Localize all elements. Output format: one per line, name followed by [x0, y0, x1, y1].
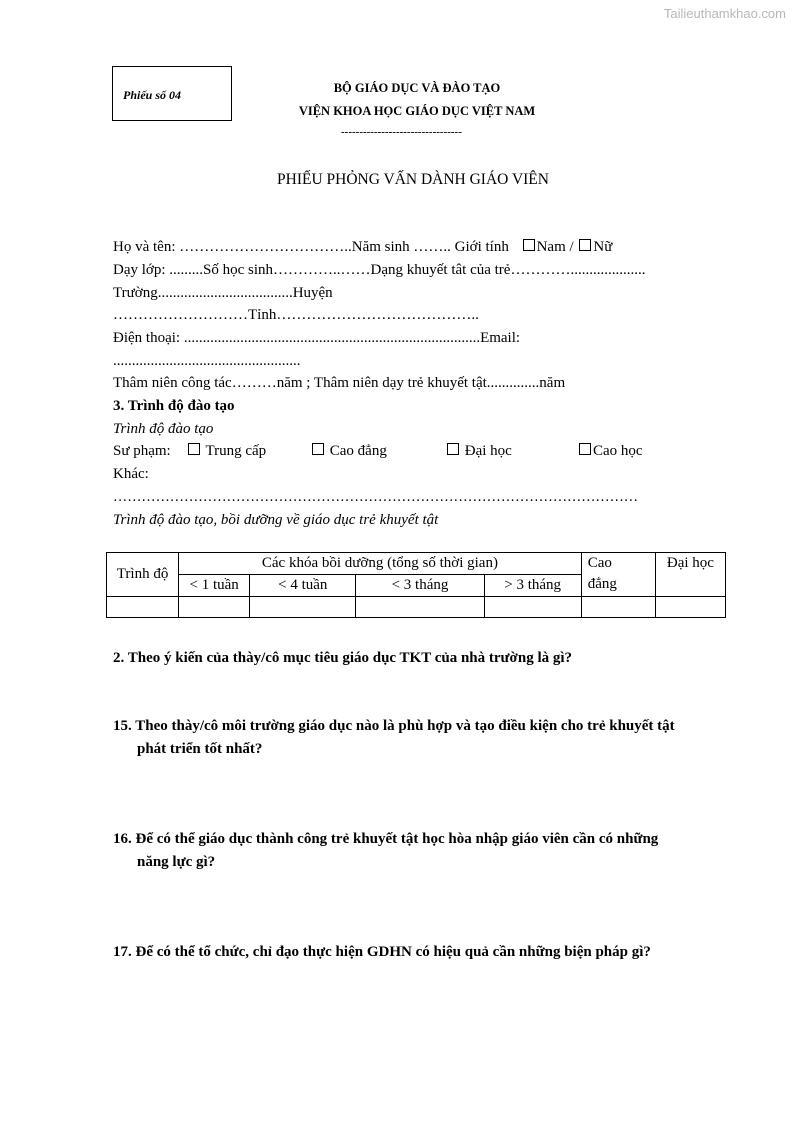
field-name-label: Họ và tên: ……………………………..Năm sinh …….. Giới tính: [113, 239, 509, 255]
option-trung-cap[interactable]: [188, 443, 266, 460]
table-cell[interactable]: [581, 597, 655, 618]
table-cell[interactable]: [484, 597, 581, 618]
gender-male-option[interactable]: [523, 239, 574, 255]
field-email-dots[interactable]: ..................................................: [113, 353, 301, 369]
training-table: [106, 552, 726, 618]
watermark: Tailieuthamkhao.com: [663, 6, 786, 21]
table-cell[interactable]: [655, 597, 725, 618]
question-16-line1: 16. Để có thể giáo dục thành công trẻ khuyết tật học hòa nhập giáo viên cần có những: [113, 831, 659, 847]
section3-heading: 3. Trình độ đào tạo: [113, 398, 235, 414]
section3-subheading: Trình độ đào tạo: [113, 421, 214, 437]
institute-name: VIỆN KHOA HỌC GIÁO DỤC VIỆT NAM: [298, 104, 536, 118]
option-cao-dang-label: Cao đẳng: [329, 443, 387, 459]
col-cao-dang-line2: đẳng: [587, 576, 617, 592]
checkbox-cao-hoc[interactable]: [579, 443, 591, 455]
other-dots[interactable]: …………………………………………………………………………………………………: [113, 489, 638, 505]
question-16-line2: năng lực gì?: [137, 854, 216, 870]
field-seniority-line[interactable]: Thâm niên công tác………năm ; Thâm niên dạy trẻ khuyết tật..............năm: [113, 375, 566, 391]
form-number: Phiếu số 04: [123, 88, 182, 102]
table-row-header: Trình độ: [107, 553, 179, 597]
page-title: PHIẾU PHỎNG VẤN DÀNH GIÁO VIÊN: [277, 171, 549, 188]
table-col-3-thang: < 3 tháng: [356, 575, 484, 597]
table-col-1-tuan: < 1 tuần: [179, 575, 250, 597]
table-cell[interactable]: [250, 597, 356, 618]
table-cell[interactable]: [179, 597, 250, 618]
field-class-line[interactable]: Dạy lớp: .........Số học sinh…………..……Dạng khuyết tât của trẻ…………....................: [113, 262, 646, 278]
col-cao-dang-line1: Cao: [587, 555, 612, 571]
gender-male-label: Nam /: [536, 239, 574, 255]
question-17: 17. Để có thể tổ chức, chỉ đạo thực hiện GDHN có hiệu quả cần những biện pháp gì?: [113, 944, 651, 960]
option-trung-cap-label: Trung cấp: [205, 443, 267, 459]
table-col-4-tuan: < 4 tuần: [250, 575, 356, 597]
option-cao-dang[interactable]: [312, 443, 387, 460]
option-cao-hoc-label: Cao học: [593, 443, 643, 459]
table-col-cao-dang: [581, 553, 655, 597]
table-col-dai-hoc: Đại học: [655, 553, 725, 597]
ministry-name: BỘ GIÁO DỤC VÀ ĐÀO TẠO: [333, 81, 501, 95]
pedagogy-label: Sư phạm:: [113, 443, 171, 459]
table-cell[interactable]: [107, 597, 179, 618]
question-15-line2: phát triển tốt nhất?: [137, 741, 263, 757]
option-dai-hoc[interactable]: [447, 443, 512, 460]
other-label: Khác:: [113, 466, 149, 482]
question-2: 2. Theo ý kiến của thày/cô mục tiêu giáo dục TKT của nhà trường là gì?: [113, 650, 573, 666]
section3-subheading-2: Trình độ đào tạo, bồi dưỡng về giáo dục trẻ khuyết tật: [113, 512, 439, 528]
option-dai-hoc-label: Đại học: [464, 443, 512, 459]
field-province-line[interactable]: ………………………Tỉnh…………………………………..: [113, 307, 479, 323]
table-group-header: Các khóa bồi dưỡng (tổng số thời gian): [179, 553, 582, 575]
header-separator: ---------------------------------: [341, 126, 462, 138]
checkbox-dai-hoc[interactable]: [447, 443, 459, 455]
checkbox-female[interactable]: [579, 239, 591, 251]
table-col-over-3-thang: > 3 tháng: [484, 575, 581, 597]
field-phone-line[interactable]: Điện thoại: ...............................................................................Email:: [113, 330, 521, 346]
question-15-line1: 15. Theo thày/cô môi trường giáo dục nào là phù hợp và tạo điều kiện cho trẻ khuyết tật: [113, 718, 675, 734]
field-school-line[interactable]: Trường....................................Huyện: [113, 285, 333, 301]
form-number-box: [112, 66, 232, 121]
gender-female-option[interactable]: [577, 239, 612, 255]
gender-female-label: Nữ: [593, 239, 613, 255]
checkbox-male[interactable]: [523, 239, 535, 251]
table-cell[interactable]: [356, 597, 484, 618]
checkbox-trung-cap[interactable]: [188, 443, 200, 455]
checkbox-cao-dang[interactable]: [312, 443, 324, 455]
field-name-line[interactable]: [113, 239, 612, 256]
option-cao-hoc[interactable]: [579, 443, 643, 460]
